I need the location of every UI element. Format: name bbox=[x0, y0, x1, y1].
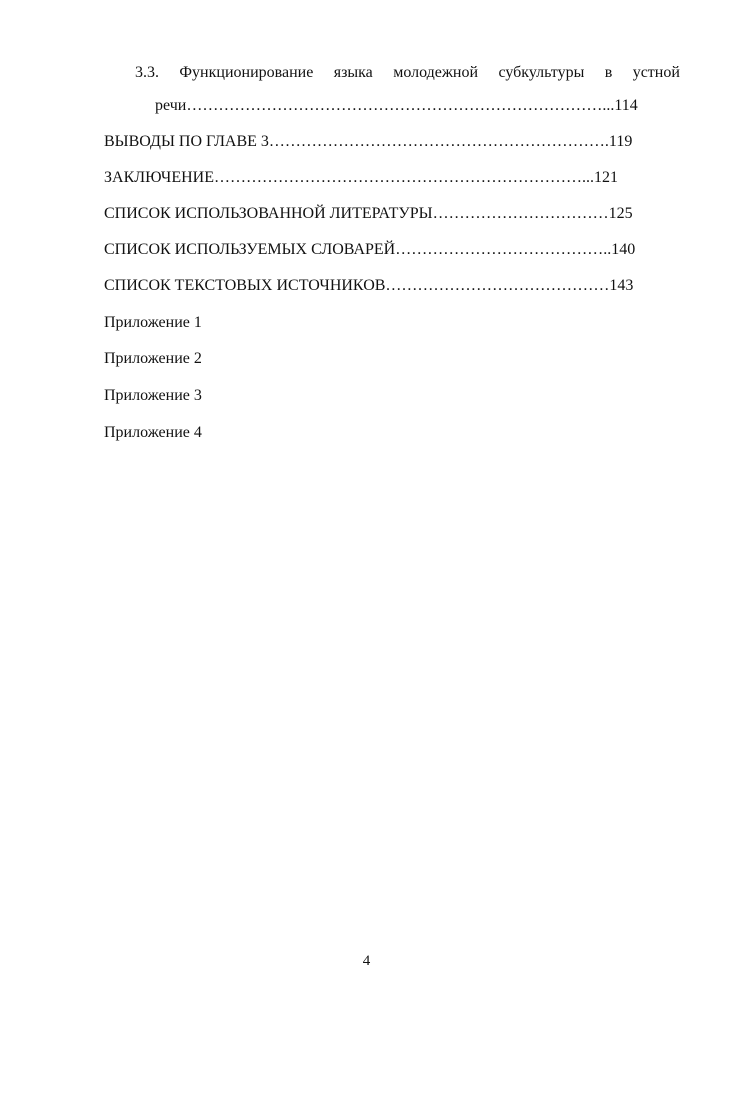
toc-entry-3-3-word: языка bbox=[333, 64, 373, 81]
toc-entry-3-3-word: Функционирование bbox=[179, 64, 314, 81]
toc-entry-3-3-continuation: речи……………………………………………………………………...114 bbox=[155, 97, 638, 114]
toc-entry-references: СПИСОК ИСПОЛЬЗОВАННОЙ ЛИТЕРАТУРЫ……………………………125 bbox=[104, 205, 633, 222]
toc-entry-appendix-2: Приложение 2 bbox=[104, 350, 202, 367]
toc-entry-3-3-word: устной bbox=[632, 64, 680, 81]
page-number: 4 bbox=[362, 953, 371, 969]
toc-entry-appendix-1: Приложение 1 bbox=[104, 314, 202, 331]
toc-entry-3-3-word: субкультуры bbox=[498, 64, 585, 81]
toc-entry-appendix-4: Приложение 4 bbox=[104, 424, 202, 441]
toc-entry-3-3-word: молодежной bbox=[393, 64, 479, 81]
toc-entry-text-sources: СПИСОК ТЕКСТОВЫХ ИСТОЧНИКОВ……………………………………143 bbox=[104, 277, 634, 294]
toc-entry-3-3-word: 3.3. bbox=[135, 64, 159, 81]
toc-entry-3-3-word: в bbox=[604, 64, 613, 81]
toc-entry-appendix-3: Приложение 3 bbox=[104, 387, 202, 404]
toc-entry-3-3-title bbox=[135, 64, 680, 82]
toc-entry-conclusion: ЗАКЛЮЧЕНИЕ……………………………………………………………...121 bbox=[104, 169, 618, 186]
toc-entry-dictionaries: СПИСОК ИСПОЛЬЗУЕМЫХ СЛОВАРЕЙ…………………………………..140 bbox=[104, 241, 636, 258]
toc-entry-conclusions-chapter-3: ВЫВОДЫ ПО ГЛАВЕ 3……………………………………………………….119 bbox=[104, 133, 633, 150]
